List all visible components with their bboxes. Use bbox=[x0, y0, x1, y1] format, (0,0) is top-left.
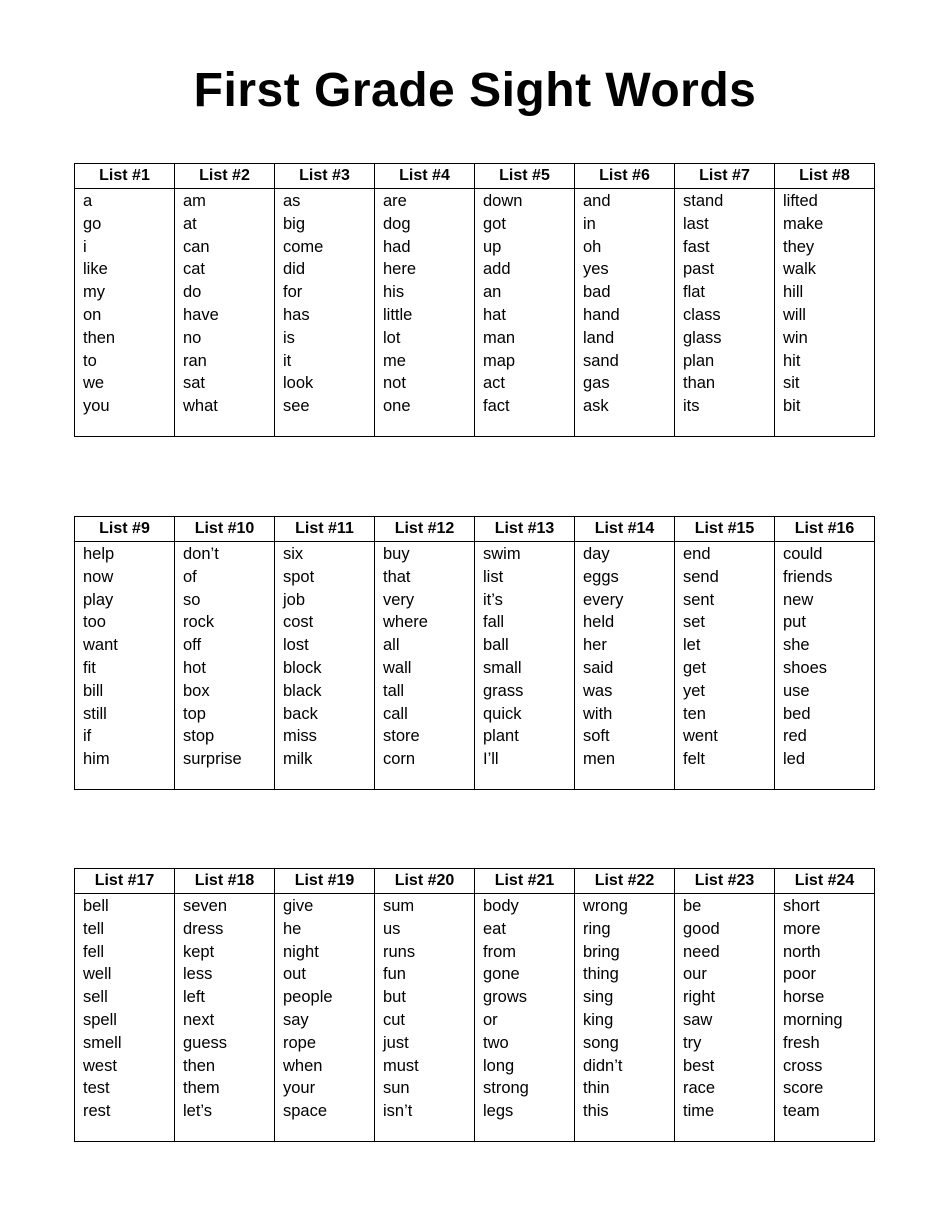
list-header: List #5 bbox=[475, 164, 575, 189]
sight-word: them bbox=[183, 1079, 220, 1098]
sight-word: look bbox=[283, 374, 314, 393]
sight-word: next bbox=[183, 1010, 215, 1029]
list-header: List #7 bbox=[675, 164, 775, 189]
sight-word: come bbox=[283, 237, 324, 256]
sight-word: morning bbox=[783, 1010, 843, 1029]
sight-word: win bbox=[783, 328, 808, 347]
sight-word: off bbox=[183, 636, 202, 655]
sight-word: see bbox=[283, 397, 310, 416]
sight-word: must bbox=[383, 1056, 419, 1075]
sight-word: sent bbox=[683, 590, 715, 609]
sight-word: his bbox=[383, 283, 405, 302]
sight-word: sum bbox=[383, 897, 415, 915]
sight-word: in bbox=[583, 214, 596, 233]
sight-word: and bbox=[583, 192, 611, 210]
sight-word: two bbox=[483, 1033, 509, 1052]
sight-word: call bbox=[383, 704, 408, 723]
sight-word: ten bbox=[683, 704, 706, 723]
sight-word: yet bbox=[683, 681, 706, 700]
sight-word: was bbox=[583, 681, 613, 700]
sight-word: tell bbox=[83, 919, 105, 938]
sight-word: you bbox=[83, 397, 110, 416]
sight-word: can bbox=[183, 237, 210, 256]
sight-word: send bbox=[683, 567, 719, 586]
sight-word: list bbox=[483, 567, 504, 586]
word-list bbox=[675, 189, 775, 437]
sight-word: so bbox=[183, 590, 201, 609]
sight-word: tall bbox=[383, 681, 405, 700]
sight-word: stop bbox=[183, 727, 215, 746]
sight-word: more bbox=[783, 919, 821, 938]
sight-word: its bbox=[683, 397, 700, 416]
sight-word: grows bbox=[483, 988, 528, 1007]
sight-word: body bbox=[483, 897, 519, 915]
sight-word: lost bbox=[283, 636, 309, 655]
word-list bbox=[475, 542, 575, 790]
sight-word: guess bbox=[183, 1033, 228, 1052]
sight-word: every bbox=[583, 590, 624, 609]
sight-word: good bbox=[683, 919, 720, 938]
word-list bbox=[175, 542, 275, 790]
word-list bbox=[75, 542, 175, 790]
sight-word: runs bbox=[383, 942, 416, 961]
list-header: List #15 bbox=[675, 517, 775, 542]
sight-word: west bbox=[83, 1056, 117, 1075]
sight-word: this bbox=[583, 1102, 609, 1121]
sight-word: said bbox=[583, 658, 614, 677]
sight-word: sat bbox=[183, 374, 206, 393]
sight-word: king bbox=[583, 1010, 614, 1029]
word-list bbox=[175, 894, 275, 1142]
sight-word: less bbox=[183, 965, 213, 984]
sight-word: with bbox=[583, 704, 613, 723]
sight-word: sun bbox=[383, 1079, 410, 1098]
sight-word: too bbox=[83, 613, 106, 632]
sight-word: could bbox=[783, 545, 823, 563]
sight-word: oh bbox=[583, 237, 602, 256]
sight-word: ring bbox=[583, 919, 611, 938]
sight-word: him bbox=[83, 750, 110, 769]
sight-word: up bbox=[483, 237, 502, 256]
list-header: List #11 bbox=[275, 517, 375, 542]
word-list bbox=[375, 542, 475, 790]
word-list bbox=[575, 542, 675, 790]
sight-word: gone bbox=[483, 965, 520, 984]
sight-word: say bbox=[283, 1010, 309, 1029]
sight-word: he bbox=[283, 919, 302, 938]
sight-word: from bbox=[483, 942, 516, 961]
sight-word: use bbox=[783, 681, 810, 700]
sight-word: corn bbox=[383, 750, 416, 769]
sight-word: test bbox=[83, 1079, 110, 1098]
sight-word: cat bbox=[183, 260, 206, 279]
sight-word: I’ll bbox=[483, 750, 499, 769]
sight-word: best bbox=[683, 1056, 715, 1075]
words-row bbox=[75, 189, 875, 437]
sight-word: time bbox=[683, 1102, 715, 1121]
sight-word: spot bbox=[283, 567, 315, 586]
sight-word: race bbox=[683, 1079, 716, 1098]
sight-word: walk bbox=[783, 260, 817, 279]
sight-word: try bbox=[683, 1033, 702, 1052]
sight-word: eat bbox=[483, 919, 506, 938]
sight-word: it’s bbox=[483, 590, 503, 609]
sight-word: left bbox=[183, 988, 206, 1007]
sight-word: our bbox=[683, 965, 707, 984]
sight-word: well bbox=[83, 965, 112, 984]
sight-word: fit bbox=[83, 658, 96, 677]
sight-word: felt bbox=[683, 750, 706, 769]
sight-word: rope bbox=[283, 1033, 317, 1052]
sight-word: what bbox=[183, 397, 218, 416]
word-list bbox=[775, 542, 875, 790]
sight-word: score bbox=[783, 1079, 824, 1098]
sight-word: then bbox=[183, 1056, 216, 1075]
sight-word: as bbox=[283, 192, 301, 210]
sight-word: sand bbox=[583, 351, 619, 370]
sight-word: hill bbox=[783, 283, 804, 302]
sight-word: i bbox=[83, 237, 87, 256]
sight-word: that bbox=[383, 567, 411, 586]
sight-word: she bbox=[783, 636, 810, 655]
word-table-1 bbox=[74, 163, 875, 437]
sight-word: do bbox=[183, 283, 202, 302]
sight-word: ball bbox=[483, 636, 509, 655]
sight-word: bad bbox=[583, 283, 611, 302]
sight-word: bit bbox=[783, 397, 801, 416]
sight-word: new bbox=[783, 590, 814, 609]
sight-word: out bbox=[283, 965, 306, 984]
sight-word: just bbox=[383, 1033, 409, 1052]
sight-word: we bbox=[83, 374, 105, 393]
sight-word: last bbox=[683, 214, 709, 233]
sight-word: cut bbox=[383, 1010, 406, 1029]
sight-word: is bbox=[283, 328, 295, 347]
sight-word: my bbox=[83, 283, 105, 302]
word-list bbox=[775, 189, 875, 437]
sight-word: let bbox=[683, 636, 701, 655]
sight-word: bring bbox=[583, 942, 620, 961]
sight-word: cross bbox=[783, 1056, 823, 1075]
sight-word: night bbox=[283, 942, 319, 961]
sight-word: not bbox=[383, 374, 406, 393]
sight-word: need bbox=[683, 942, 720, 961]
word-list bbox=[475, 189, 575, 437]
list-header: List #18 bbox=[175, 869, 275, 894]
sight-word: box bbox=[183, 681, 210, 700]
word-list bbox=[675, 542, 775, 790]
sight-word: lot bbox=[383, 328, 401, 347]
sight-word: all bbox=[383, 636, 400, 655]
sight-word: sell bbox=[83, 988, 108, 1007]
sight-word: yes bbox=[583, 260, 609, 279]
sight-word: still bbox=[83, 704, 107, 723]
word-table-2 bbox=[74, 516, 875, 790]
sight-word: wrong bbox=[583, 897, 628, 915]
sight-word: surprise bbox=[183, 750, 242, 769]
sight-word: past bbox=[683, 260, 715, 279]
sight-word: fresh bbox=[783, 1033, 820, 1052]
sight-word: day bbox=[583, 545, 610, 563]
list-header: List #2 bbox=[175, 164, 275, 189]
sight-word: grass bbox=[483, 681, 524, 700]
sight-word: bill bbox=[83, 681, 104, 700]
sight-word: for bbox=[283, 283, 303, 302]
list-header: List #20 bbox=[375, 869, 475, 894]
sight-word: has bbox=[283, 305, 310, 324]
list-header: List #13 bbox=[475, 517, 575, 542]
sight-word: bed bbox=[783, 704, 811, 723]
sight-word: have bbox=[183, 305, 219, 324]
sight-word: ran bbox=[183, 351, 207, 370]
sight-word: fun bbox=[383, 965, 406, 984]
sight-word: when bbox=[283, 1056, 323, 1075]
sight-word: like bbox=[83, 260, 108, 279]
sight-word: add bbox=[483, 260, 511, 279]
sight-word: your bbox=[283, 1079, 316, 1098]
sight-word: be bbox=[683, 897, 702, 915]
sight-word: strong bbox=[483, 1079, 529, 1098]
header-row bbox=[75, 517, 875, 542]
sight-word: me bbox=[383, 351, 406, 370]
sight-word: stand bbox=[683, 192, 724, 210]
sight-word: short bbox=[783, 897, 820, 915]
sight-word: make bbox=[783, 214, 824, 233]
sight-word: held bbox=[583, 613, 615, 632]
sight-word: job bbox=[283, 590, 306, 609]
sight-word: soft bbox=[583, 727, 610, 746]
word-list bbox=[75, 189, 175, 437]
word-list bbox=[375, 189, 475, 437]
sight-word: want bbox=[83, 636, 118, 655]
sight-word: am bbox=[183, 192, 206, 210]
sight-word: don’t bbox=[183, 545, 219, 563]
sight-word: fact bbox=[483, 397, 510, 416]
sight-word: play bbox=[83, 590, 114, 609]
sight-word: now bbox=[83, 567, 114, 586]
sight-word: north bbox=[783, 942, 821, 961]
sight-word: cost bbox=[283, 613, 314, 632]
sight-word: sit bbox=[783, 374, 800, 393]
list-header: List #10 bbox=[175, 517, 275, 542]
sight-word: land bbox=[583, 328, 615, 347]
list-header: List #3 bbox=[275, 164, 375, 189]
sight-word: horse bbox=[783, 988, 825, 1007]
sight-word: go bbox=[83, 214, 102, 233]
header-row bbox=[75, 869, 875, 894]
sight-word: than bbox=[683, 374, 716, 393]
sight-word: her bbox=[583, 636, 607, 655]
sight-word: quick bbox=[483, 704, 522, 723]
sight-word: big bbox=[283, 214, 306, 233]
sight-word: on bbox=[83, 305, 102, 324]
sight-word: team bbox=[783, 1102, 820, 1121]
sight-word: at bbox=[183, 214, 197, 233]
sight-word: men bbox=[583, 750, 616, 769]
list-header: List #22 bbox=[575, 869, 675, 894]
sight-word: give bbox=[283, 897, 314, 915]
list-header: List #16 bbox=[775, 517, 875, 542]
sight-word: went bbox=[683, 727, 718, 746]
sight-word: will bbox=[783, 305, 806, 324]
sight-word: bell bbox=[83, 897, 109, 915]
sight-word: then bbox=[83, 328, 116, 347]
sight-word: friends bbox=[783, 567, 833, 586]
word-table-3 bbox=[74, 868, 875, 1142]
sight-word: very bbox=[383, 590, 415, 609]
list-header: List #9 bbox=[75, 517, 175, 542]
sight-word: no bbox=[183, 328, 202, 347]
words-row bbox=[75, 894, 875, 1142]
sight-word: thin bbox=[583, 1079, 610, 1098]
sight-word: saw bbox=[683, 1010, 713, 1029]
sight-word: six bbox=[283, 545, 304, 563]
sight-word: back bbox=[283, 704, 318, 723]
sight-word: swim bbox=[483, 545, 521, 563]
sight-word: one bbox=[383, 397, 411, 416]
sight-word: did bbox=[283, 260, 306, 279]
sight-word: isn’t bbox=[383, 1102, 413, 1121]
word-list bbox=[675, 894, 775, 1142]
list-header: List #21 bbox=[475, 869, 575, 894]
sight-word: smell bbox=[83, 1033, 122, 1052]
word-list bbox=[375, 894, 475, 1142]
page-title: First Grade Sight Words bbox=[193, 64, 757, 117]
sight-word: milk bbox=[283, 750, 313, 769]
sight-word: gas bbox=[583, 374, 610, 393]
list-header: List #12 bbox=[375, 517, 475, 542]
list-header: List #14 bbox=[575, 517, 675, 542]
sight-word: little bbox=[383, 305, 413, 324]
sight-word: small bbox=[483, 658, 522, 677]
list-header: List #17 bbox=[75, 869, 175, 894]
sight-word: down bbox=[483, 192, 523, 210]
sight-word: people bbox=[283, 988, 333, 1007]
sight-word: help bbox=[83, 545, 115, 563]
sight-word: end bbox=[683, 545, 711, 563]
sight-word: seven bbox=[183, 897, 228, 915]
list-header: List #4 bbox=[375, 164, 475, 189]
sight-word: rock bbox=[183, 613, 215, 632]
sight-word: legs bbox=[483, 1102, 514, 1121]
sight-word: wall bbox=[383, 658, 412, 677]
list-header: List #6 bbox=[575, 164, 675, 189]
sight-word: didn’t bbox=[583, 1056, 623, 1075]
word-list bbox=[175, 189, 275, 437]
sight-word: top bbox=[183, 704, 206, 723]
sight-word: let’s bbox=[183, 1102, 213, 1121]
sight-word: block bbox=[283, 658, 322, 677]
word-list bbox=[575, 894, 675, 1142]
sight-word: hit bbox=[783, 351, 801, 370]
sight-word: hat bbox=[483, 305, 506, 324]
sight-word: hot bbox=[183, 658, 206, 677]
sight-word: map bbox=[483, 351, 516, 370]
sight-word: long bbox=[483, 1056, 515, 1075]
list-header: List #24 bbox=[775, 869, 875, 894]
sight-word: here bbox=[383, 260, 417, 279]
words-row bbox=[75, 542, 875, 790]
sight-word: got bbox=[483, 214, 506, 233]
sight-word: but bbox=[383, 988, 406, 1007]
sight-word: hand bbox=[583, 305, 620, 324]
sight-word: an bbox=[483, 283, 502, 302]
sight-word: shoes bbox=[783, 658, 828, 677]
list-header: List #19 bbox=[275, 869, 375, 894]
sight-word: glass bbox=[683, 328, 722, 347]
sight-word: poor bbox=[783, 965, 817, 984]
sight-word: of bbox=[183, 567, 197, 586]
word-list bbox=[275, 894, 375, 1142]
word-list bbox=[775, 894, 875, 1142]
sight-word: miss bbox=[283, 727, 317, 746]
sight-word: right bbox=[683, 988, 716, 1007]
sight-word: led bbox=[783, 750, 806, 769]
sight-word: red bbox=[783, 727, 807, 746]
sight-word: to bbox=[83, 351, 97, 370]
word-list bbox=[575, 189, 675, 437]
header-row bbox=[75, 164, 875, 189]
sight-word: lifted bbox=[783, 192, 818, 210]
sight-word: where bbox=[383, 613, 428, 632]
sight-word: song bbox=[583, 1033, 619, 1052]
sight-word: dress bbox=[183, 919, 224, 938]
sight-word: are bbox=[383, 192, 407, 210]
sight-word: store bbox=[383, 727, 420, 746]
list-header: List #1 bbox=[75, 164, 175, 189]
sight-word: it bbox=[283, 351, 292, 370]
sight-word: put bbox=[783, 613, 806, 632]
sight-word: had bbox=[383, 237, 411, 256]
sight-word: space bbox=[283, 1102, 328, 1121]
sight-word: fast bbox=[683, 237, 710, 256]
sight-word: set bbox=[683, 613, 706, 632]
sight-word: man bbox=[483, 328, 516, 347]
sight-word: or bbox=[483, 1010, 498, 1029]
sight-word: plant bbox=[483, 727, 519, 746]
sight-word: ask bbox=[583, 397, 609, 416]
sight-word: fell bbox=[83, 942, 105, 961]
sight-word: kept bbox=[183, 942, 215, 961]
word-list bbox=[75, 894, 175, 1142]
sight-word: fall bbox=[483, 613, 505, 632]
sight-word: they bbox=[783, 237, 815, 256]
sight-word: eggs bbox=[583, 567, 619, 586]
list-header: List #8 bbox=[775, 164, 875, 189]
word-list bbox=[275, 542, 375, 790]
sight-word: buy bbox=[383, 545, 410, 563]
sight-word: rest bbox=[83, 1102, 111, 1121]
sight-word: get bbox=[683, 658, 706, 677]
sight-word: black bbox=[283, 681, 322, 700]
sight-word: spell bbox=[83, 1010, 117, 1029]
sight-word: us bbox=[383, 919, 401, 938]
sight-word: plan bbox=[683, 351, 715, 370]
sight-word: sing bbox=[583, 988, 614, 1007]
list-header: List #23 bbox=[675, 869, 775, 894]
sight-word: a bbox=[83, 192, 93, 210]
word-list bbox=[475, 894, 575, 1142]
sight-word: if bbox=[83, 727, 92, 746]
sight-word: thing bbox=[583, 965, 619, 984]
sight-word: dog bbox=[383, 214, 411, 233]
sight-word: flat bbox=[683, 283, 706, 302]
word-list bbox=[275, 189, 375, 437]
sight-word: act bbox=[483, 374, 506, 393]
sight-word: class bbox=[683, 305, 721, 324]
